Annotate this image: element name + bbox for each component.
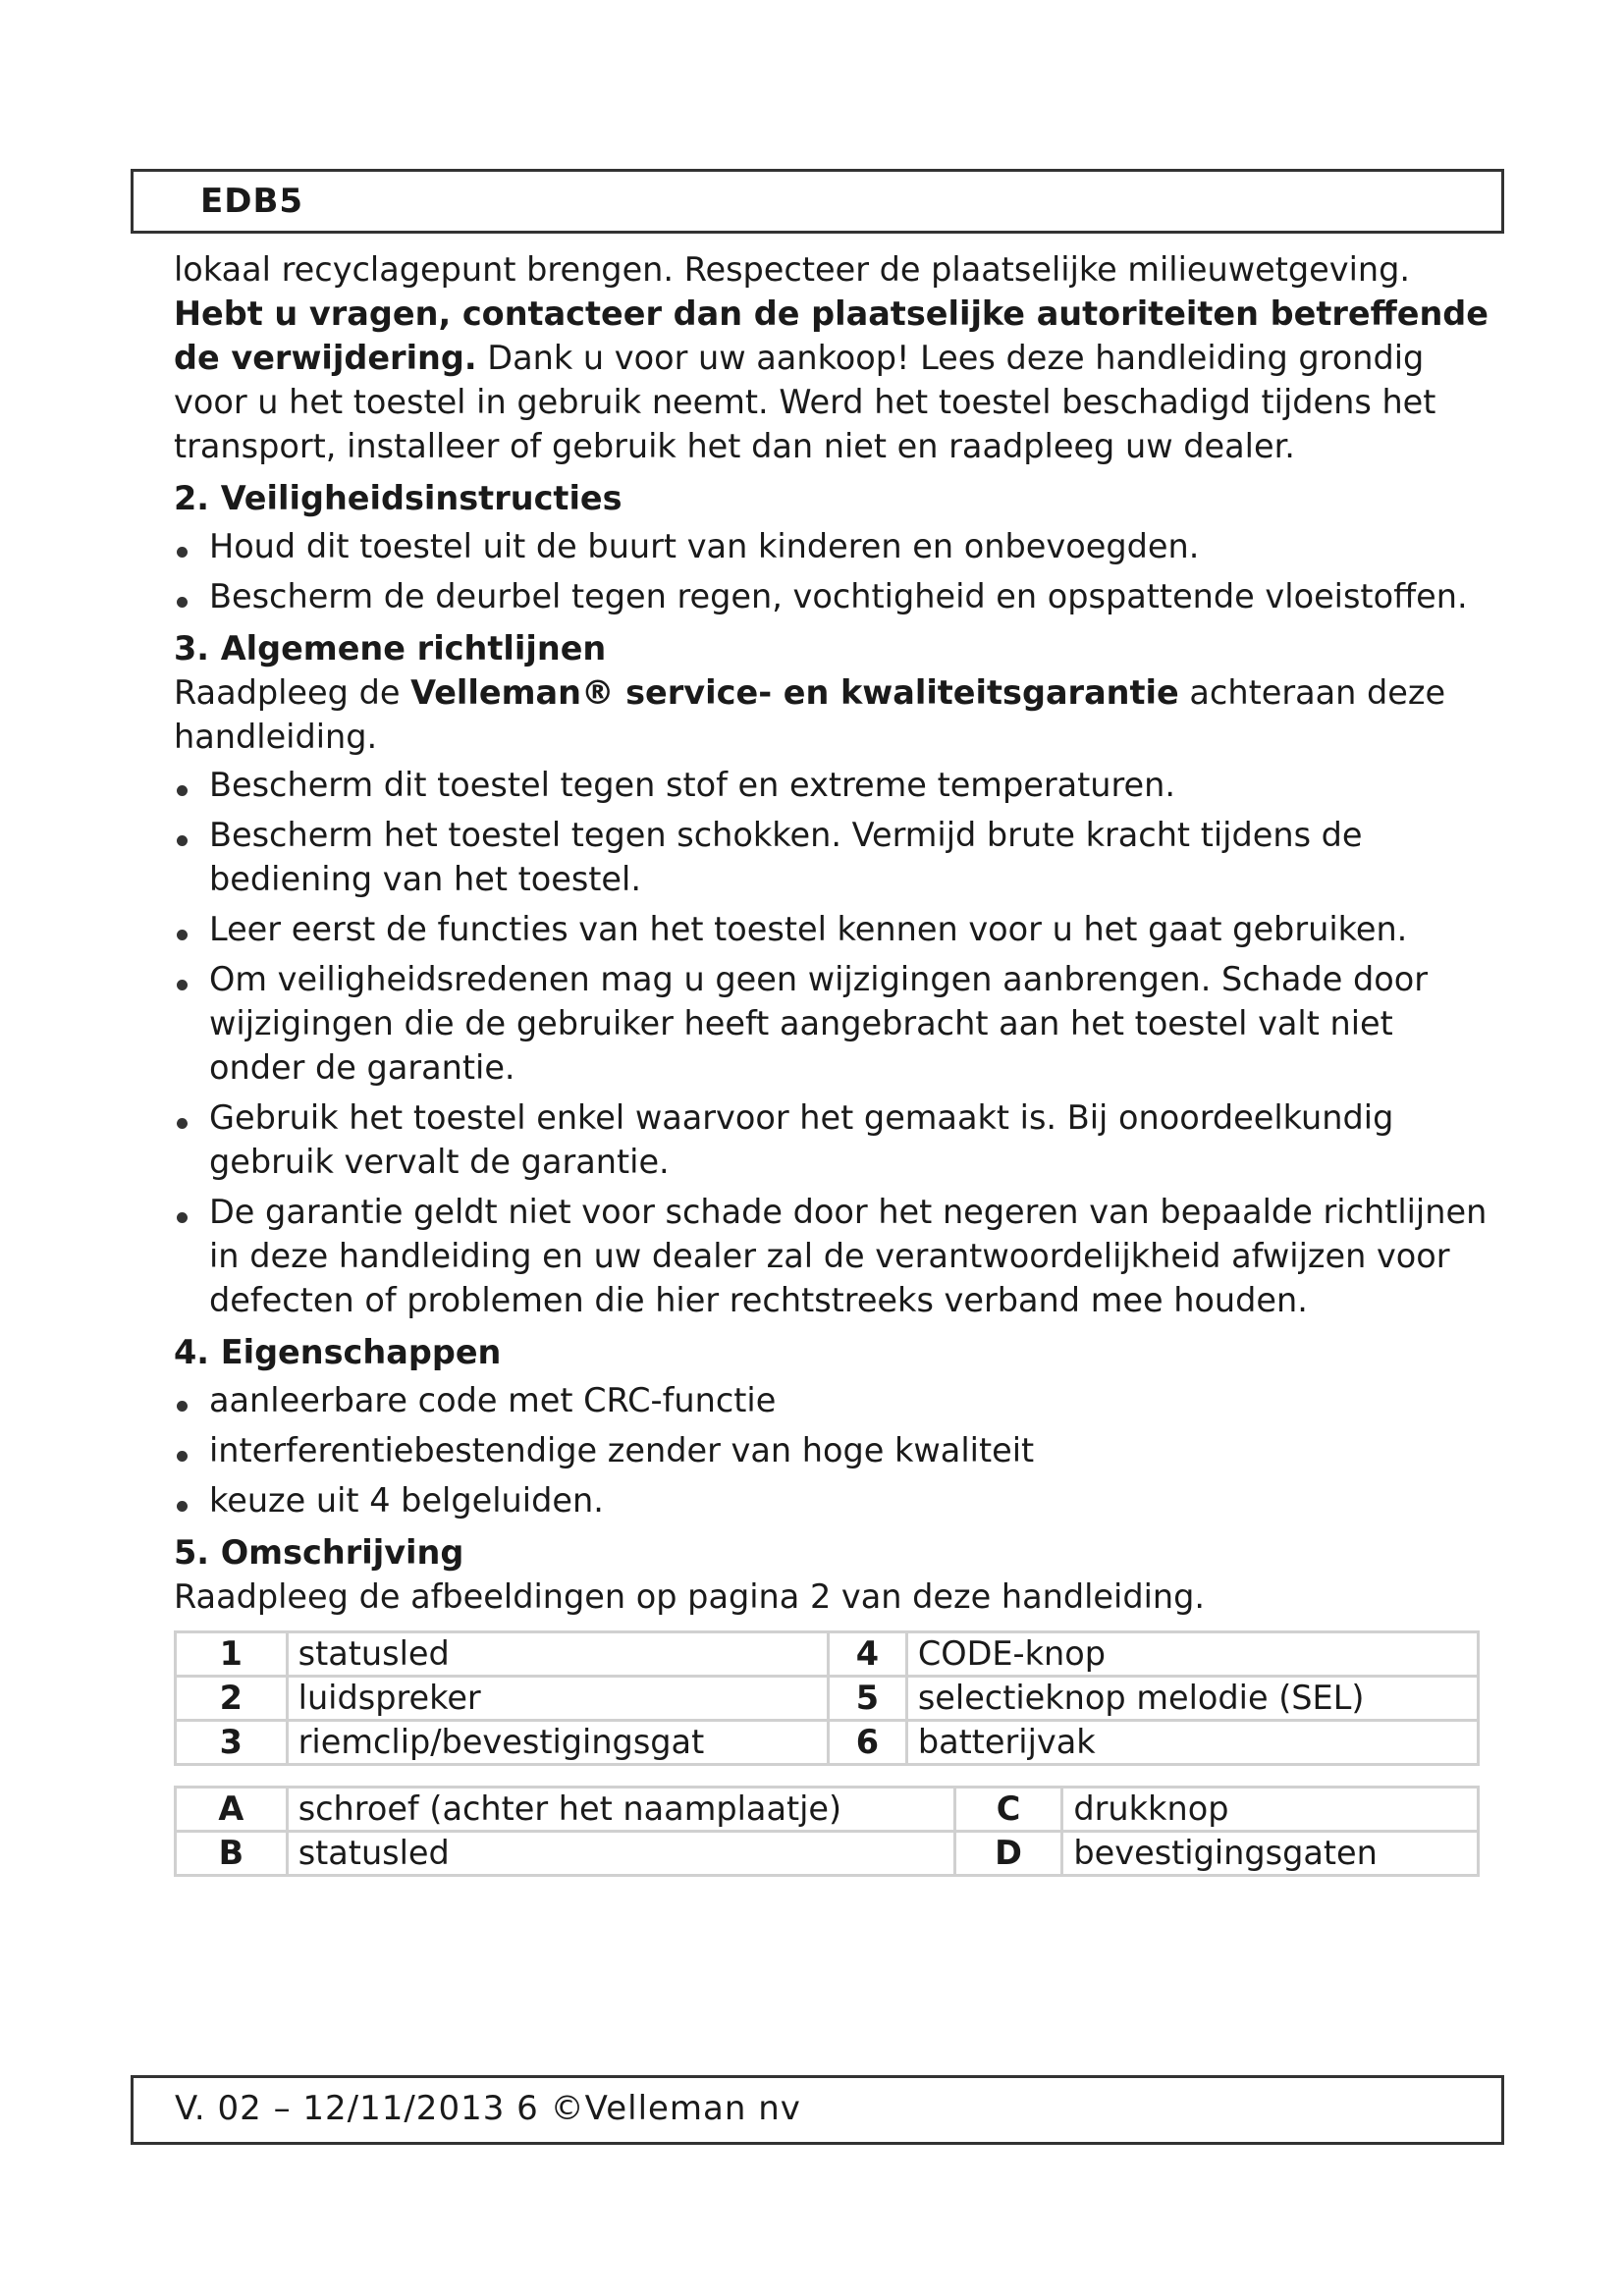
list-item: aanleerbare code met CRC-functie (174, 1378, 1489, 1422)
list-item: Bescherm het toestel tegen schokken. Vermijd brute kracht tijdens de bediening van het toestel. (174, 813, 1489, 901)
part-letter: D (954, 1832, 1062, 1876)
list-item: keuze uit 4 belgeluiden. (174, 1478, 1489, 1522)
part-label: bevestigingsgaten (1062, 1832, 1479, 1876)
part-number: 6 (829, 1721, 907, 1765)
section-description (174, 1530, 1489, 1877)
part-letter: B (176, 1832, 288, 1876)
parts-table (174, 1630, 1480, 1766)
table-row (176, 1677, 1479, 1721)
model-title: EDB5 (200, 182, 304, 221)
bullet-icon (177, 930, 188, 940)
part-number: 4 (829, 1632, 907, 1677)
part-label: schroef (achter het naamplaatje) (287, 1788, 954, 1832)
part-number: 3 (176, 1721, 288, 1765)
intro-paragraph: lokaal recyclagepunt brengen. Respecteer de plaatselijke milieuwetgeving. Hebt u vragen, contacteer dan de plaatselijke autoriteiten betreffende de verwijdering. Dank u voor uw aankoop! Lees deze handleiding grondig voor u het toestel in gebruik neemt. Werd het toestel beschadigd tijdens het transport, installeer of gebruik het dan niet en raadpleeg uw dealer. (174, 250, 1489, 465)
bullet-icon (177, 547, 188, 558)
part-label: selectieknop melodie (SEL) (906, 1677, 1478, 1721)
section-5-intro: Raadpleeg de afbeeldingen op pagina 2 van deze handleiding. (174, 1577, 1206, 1616)
safety-list (174, 524, 1489, 618)
table-row (176, 1632, 1479, 1677)
part-label: batterijvak (906, 1721, 1478, 1765)
bullet-icon (177, 1118, 188, 1129)
bullet-icon (177, 785, 188, 796)
part-letter: A (176, 1788, 288, 1832)
part-number: 2 (176, 1677, 288, 1721)
section-3-intro: Raadpleeg de Velleman® service- en kwaliteitsgarantie achteraan deze handleiding. (174, 673, 1446, 756)
list-item: Om veiligheidsredenen mag u geen wijzigingen aanbrengen. Schade door wijzigingen die de gebruiker heeft aangebracht aan het toestel valt niet onder de garantie. (174, 957, 1489, 1090)
part-label: CODE-knop (906, 1632, 1478, 1677)
part-label: riemclip/bevestigingsgat (287, 1721, 828, 1765)
page-footer (131, 2075, 1504, 2145)
bullet-icon (177, 835, 188, 846)
part-number: 5 (829, 1677, 907, 1721)
section-3-title: 3. Algemene richtlijnen (174, 629, 607, 667)
list-item: interferentiebestendige zender van hoge kwaliteit (174, 1428, 1489, 1472)
table-row (176, 1721, 1479, 1765)
section-safety (174, 476, 1489, 618)
part-label: drukknop (1062, 1788, 1479, 1832)
guidelines-list (174, 763, 1489, 1322)
part-label: luidspreker (287, 1677, 828, 1721)
features-list (174, 1378, 1489, 1522)
list-item: Houd dit toestel uit de buurt van kinderen en onbevoegden. (174, 524, 1489, 568)
list-item: De garantie geldt niet voor schade door het negeren van bepaalde richtlijnen in deze handleiding en uw dealer zal de verantwoordelijkheid afwijzen voor defecten of problemen die hier rechtstreeks verband mee houden. (174, 1190, 1489, 1322)
section-guidelines (174, 626, 1489, 1322)
bullet-icon (177, 980, 188, 990)
part-label: statusled (287, 1832, 954, 1876)
bullet-icon (177, 1451, 188, 1462)
page-content (174, 247, 1489, 1877)
list-item: Leer eerst de functies van het toestel kennen voor u het gaat gebruiken. (174, 907, 1489, 951)
part-letter: C (954, 1788, 1062, 1832)
part-label: statusled (287, 1632, 828, 1677)
part-number: 1 (176, 1632, 288, 1677)
bullet-icon (177, 1401, 188, 1412)
list-item: Gebruik het toestel enkel waarvoor het gemaakt is. Bij onoordeelkundig gebruik vervalt de garantie. (174, 1095, 1489, 1184)
bullet-icon (177, 1212, 188, 1223)
section-5-title: 5. Omschrijving (174, 1533, 464, 1572)
mounting-table (174, 1786, 1480, 1877)
footer-text: V. 02 – 12/11/2013 6 ©Velleman nv (175, 2089, 801, 2128)
list-item: Bescherm de deurbel tegen regen, vochtigheid en opspattende vloeistoffen. (174, 574, 1489, 618)
page-header (131, 169, 1504, 234)
bullet-icon (177, 1501, 188, 1512)
table-row (176, 1788, 1479, 1832)
section-2-title: 2. Veiligheidsinstructies (174, 479, 623, 517)
section-4-title: 4. Eigenschappen (174, 1333, 502, 1371)
list-item: Bescherm dit toestel tegen stof en extreme temperaturen. (174, 763, 1489, 807)
section-features (174, 1330, 1489, 1522)
table-row (176, 1832, 1479, 1876)
bullet-icon (177, 597, 188, 608)
